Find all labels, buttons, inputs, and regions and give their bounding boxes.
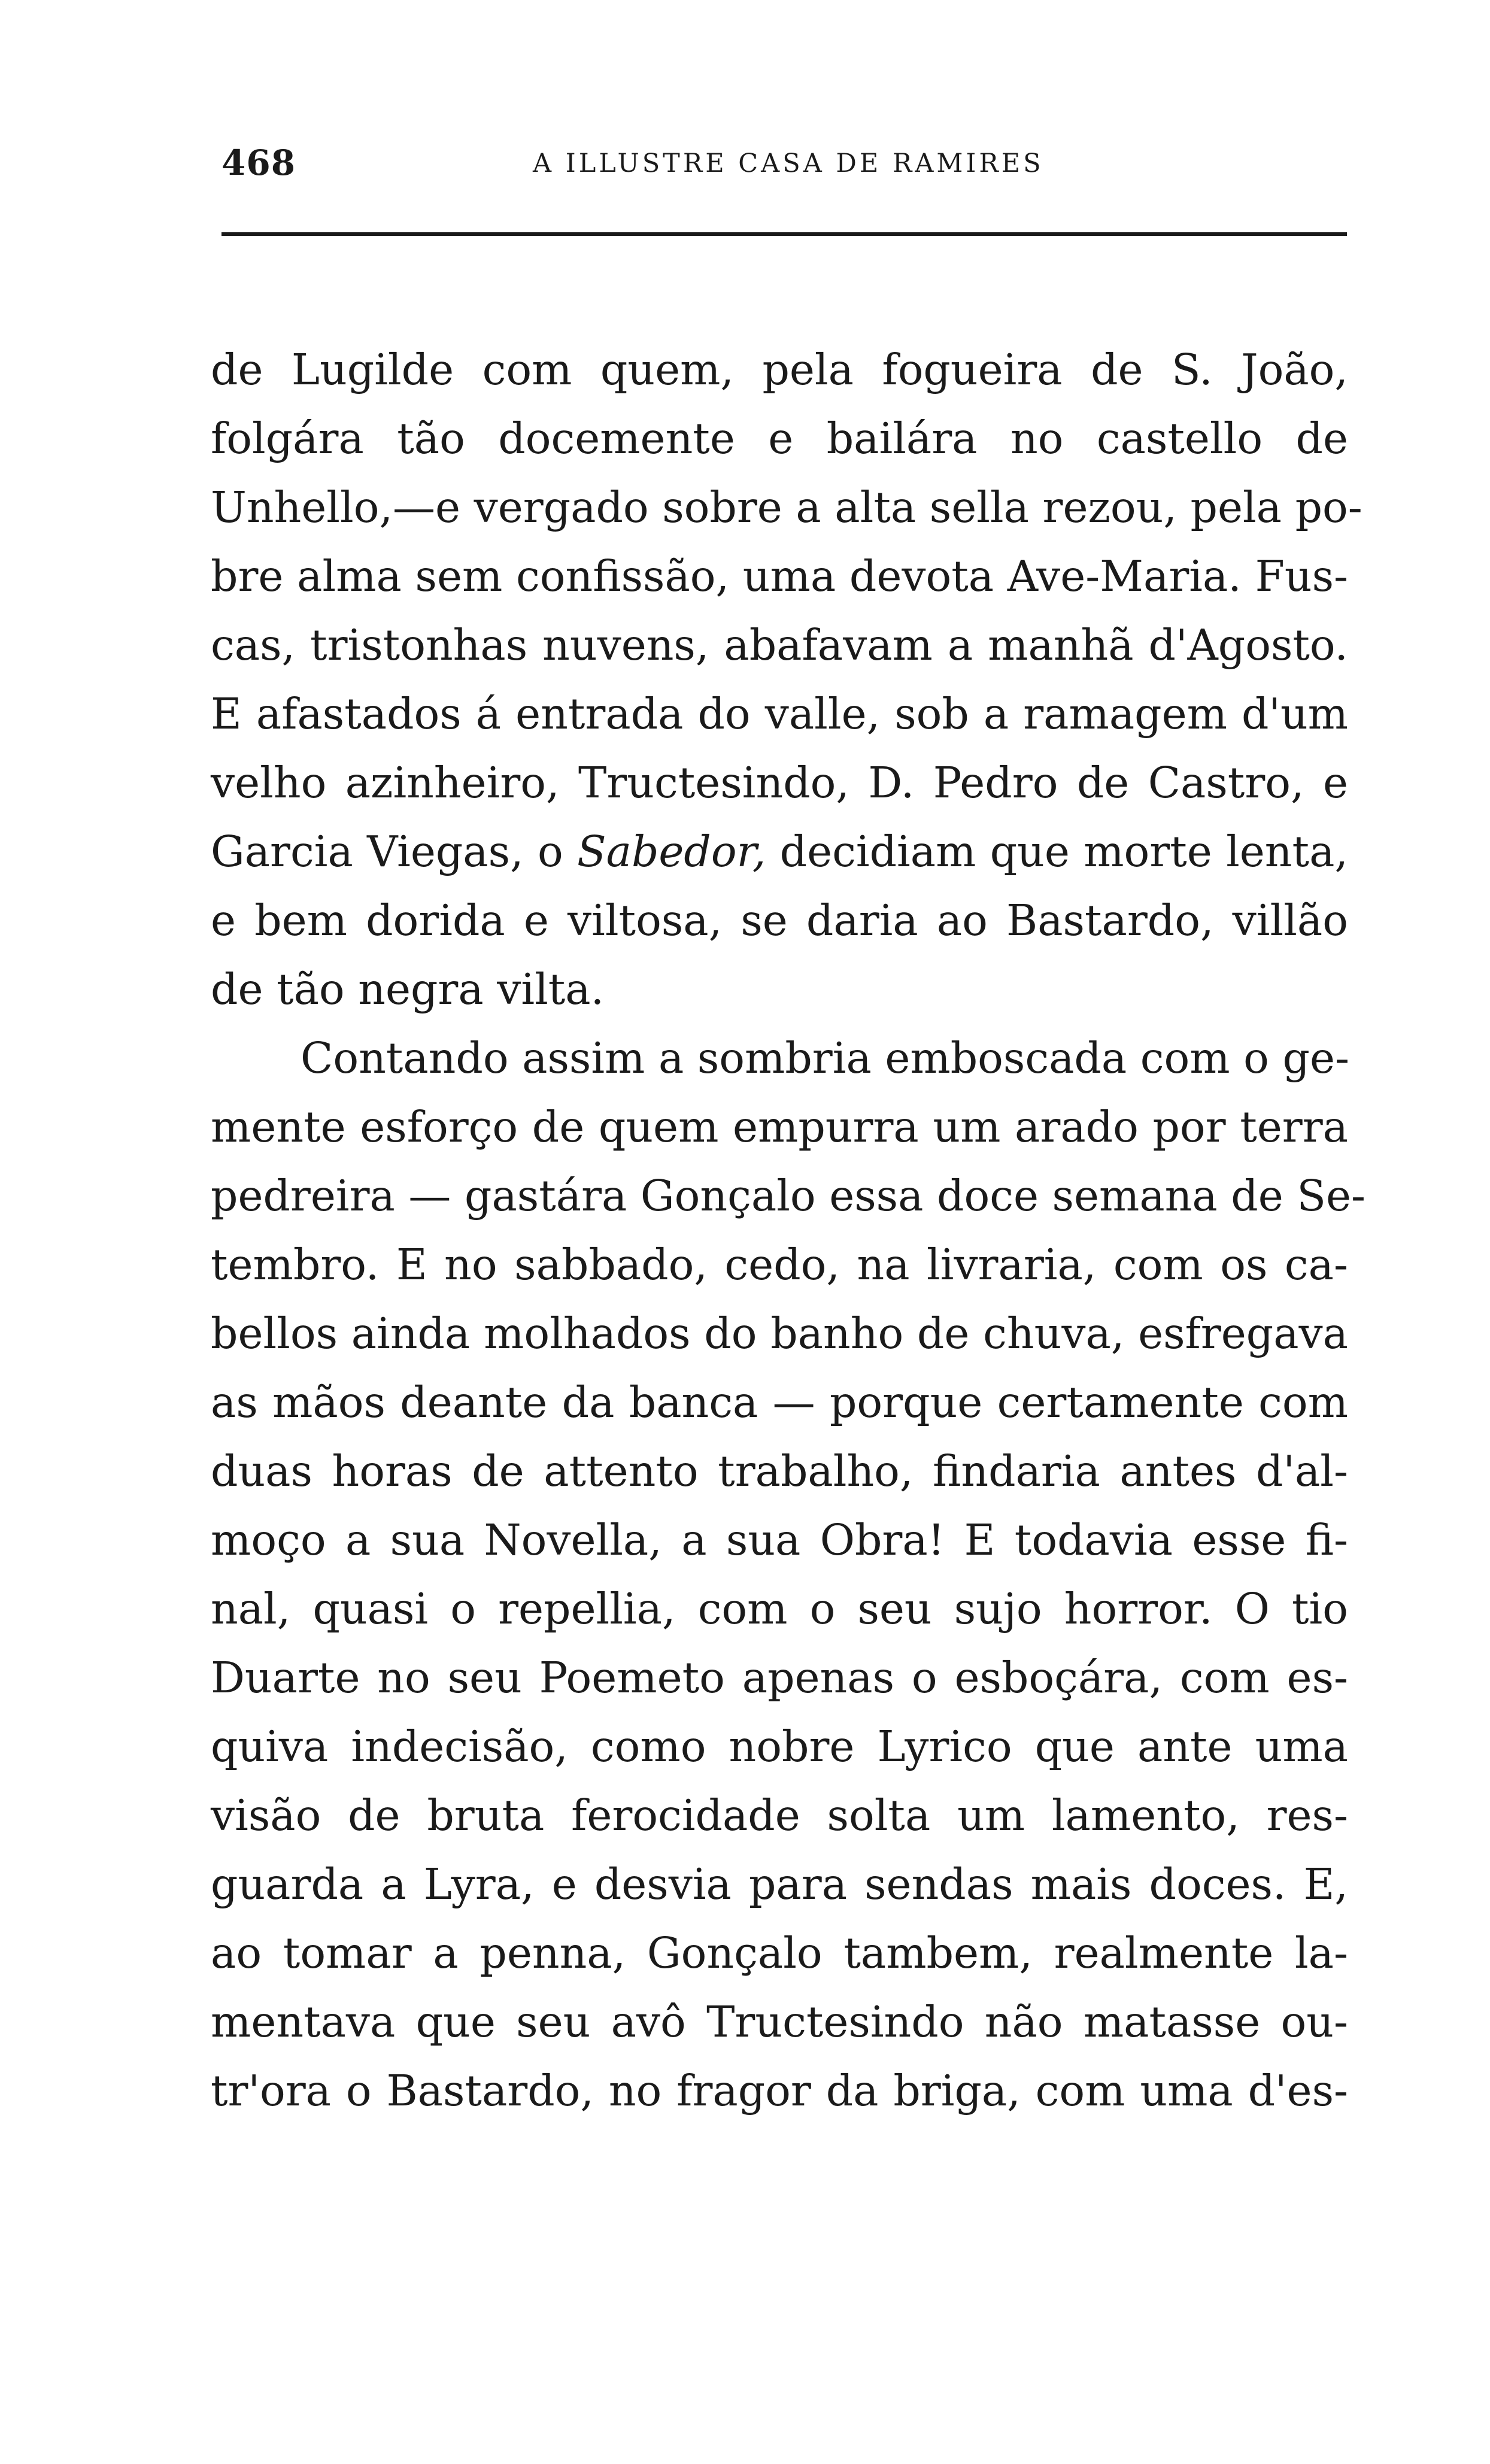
text-line: quiva indecisão, como nobre Lyrico que ante uma [211, 1722, 1348, 1771]
text-line: Contando assim a sombria emboscada com o ge- [301, 1033, 1349, 1083]
line-segment: decidiam que morte lenta, [779, 827, 1348, 876]
text-line: cas, tristonhas nuvens, abafavam a manhã d'Agosto. [211, 620, 1348, 670]
text-line: bre alma sem confissão, uma devota Ave-Maria. Fus- [211, 551, 1348, 601]
text-line: e bem dorida e viltosa, se daria ao Bastardo, villão [211, 896, 1348, 945]
text-line: tr'ora o Bastardo, no fragor da briga, com uma d'es- [211, 2066, 1348, 2116]
text-line: E afastados á entrada do valle, sob a ramagem d'um [211, 689, 1348, 739]
text-line: duas horas de attento trabalho, findaria antes d'al- [211, 1446, 1348, 1496]
text-line: moço a sua Novella, a sua Obra! E todavia esse fi- [211, 1515, 1348, 1565]
text-line: velho azinheiro, Tructesindo, D. Pedro de Castro, e [211, 758, 1348, 808]
line-segment: Garcia Viegas, o [211, 827, 563, 876]
text-line: ao tomar a penna, Gonçalo tambem, realmente la- [211, 1928, 1348, 1978]
text-line: visão de bruta ferocidade solta um lamento, res- [211, 1791, 1348, 1840]
text-line: nal, quasi o repellia, com o seu sujo horror. O tio [211, 1584, 1348, 1634]
text-line: de tão negra vilta. [211, 964, 605, 1014]
text-line: as mãos deante da banca — porque certamente com [211, 1377, 1348, 1427]
body-text [211, 335, 1365, 2125]
text-line: bellos ainda molhados do banho de chuva, esfregava [211, 1309, 1348, 1358]
text-line: mente esforço de quem empurra um arado por terra [211, 1102, 1348, 1152]
text-line: de Lugilde com quem, pela fogueira de S. João, [211, 345, 1348, 395]
running-head: A ILLUSTRE CASA DE RAMIRES [533, 148, 1044, 178]
text-line: folgára tão docemente e bailára no castello de [211, 414, 1348, 463]
italic-epithet: Sabedor, [577, 827, 766, 876]
text-line: mentava que seu avô Tructesindo não matasse ou- [211, 1997, 1348, 2047]
text-line: Duarte no seu Poemeto apenas o esboçára, com es- [211, 1653, 1348, 1703]
page-number: 468 [221, 142, 296, 183]
text-line: Unhello,—e vergado sobre a alta sella rezou, pela po- [211, 483, 1362, 532]
header-rule [221, 232, 1347, 236]
text-line-with-italic [211, 817, 1348, 886]
text-line: tembro. E no sabbado, cedo, na livraria, com os ca- [211, 1240, 1348, 1289]
page-header [221, 142, 1347, 196]
text-line: pedreira — gastára Gonçalo essa doce semana de Se- [211, 1171, 1365, 1221]
text-line: guarda a Lyra, e desvia para sendas mais doces. E, [211, 1859, 1348, 1909]
